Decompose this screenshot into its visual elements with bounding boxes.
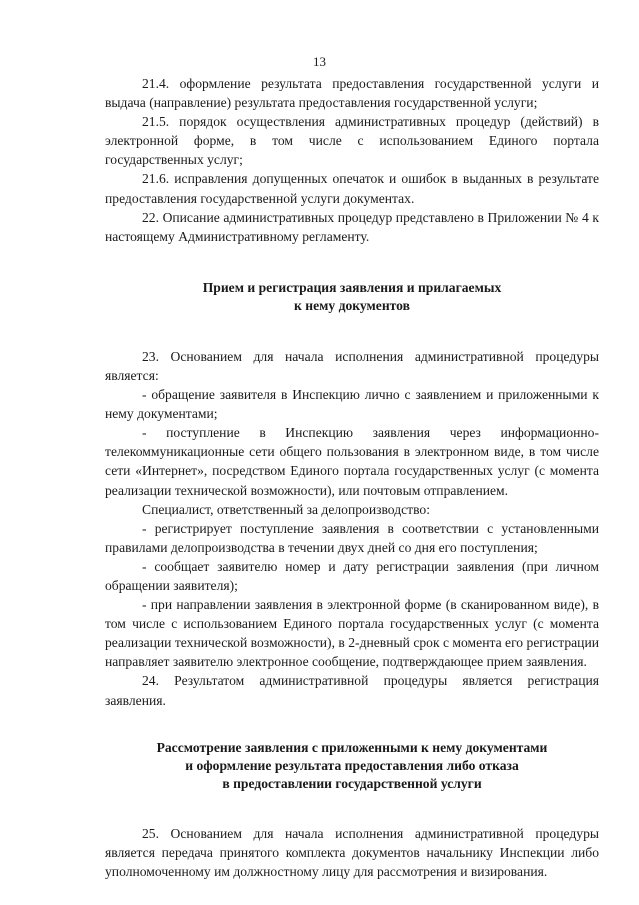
heading-line: Рассмотрение заявления с приложенными к нему документами <box>156 739 548 755</box>
list-item-personal-appeal: - обращение заявителя в Инспекцию лично с заявлением и приложенными к нему документами; <box>105 387 599 422</box>
heading-line: в предоставлении государственной услуги <box>222 775 482 791</box>
paragraph-21-4: 21.4. оформление результата предоставления государственной услуги и выдача (направление) результата предоставления государственной услуги; <box>105 76 599 111</box>
section-heading-reception <box>105 279 599 315</box>
paragraph-21-6: 21.6. исправления допущенных опечаток и ошибок в выданных в результате предоставления государственной услуги документах. <box>105 171 599 206</box>
page-number: 13 <box>313 54 326 69</box>
paragraph-22: 22. Описание административных процедур представлено в Приложении № 4 к настоящему Административному регламенту. <box>105 209 599 244</box>
heading-line: к нему документов <box>294 297 410 313</box>
section-heading-review <box>105 739 599 793</box>
list-item-electronic-message: - при направлении заявления в электронной форме (в сканированном виде), в том числе с использованием Единого портала государственных услуг (с момента реализации технической возможности), в 2-дневный срок с момента его регистрации направляет заявителю электронное сообщение, подтверждающее прием заявления. <box>105 597 599 670</box>
list-item-informs: - сообщает заявителю номер и дату регистрации заявления (при личном обращении заявителя); <box>105 558 599 593</box>
heading-line: Прием и регистрация заявления и прилагаемых <box>202 279 502 295</box>
heading-line: и оформление результата предоставления либо отказа <box>185 757 519 773</box>
paragraph-25: 25. Основанием для начала исполнения административной процедуры является передача принятого комплекта документов начальнику Инспекции либо уполномоченному им должностному лицу для рассмотрения и визирования. <box>105 825 599 879</box>
paragraph-23: 23. Основанием для начала исполнения административной процедуры является: <box>105 348 599 383</box>
list-item-electronic-receipt: - поступление в Инспекцию заявления через информационно-телекоммуникационные сети общего пользования в электронном виде, в том числе сети «Интернет», посредством Единого портала государственных услуг (с момента реализации технической возможности), или почтовым отправлением. <box>105 425 599 498</box>
list-item-registers: - регистрирует поступление заявления в соответствии с установленными правилами делопроизводства в течении двух дней со дня его поступления; <box>105 520 599 555</box>
paragraph-specialist: Специалист, ответственный за делопроизводство: <box>142 501 430 517</box>
document-body <box>105 74 599 881</box>
paragraph-24: 24. Результатом административной процедуры является регистрация заявления. <box>105 673 599 708</box>
paragraph-21-5: 21.5. порядок осуществления административных процедур (действий) в электронной форме, в том числе с использованием Единого портала государственных услуг; <box>105 114 599 168</box>
